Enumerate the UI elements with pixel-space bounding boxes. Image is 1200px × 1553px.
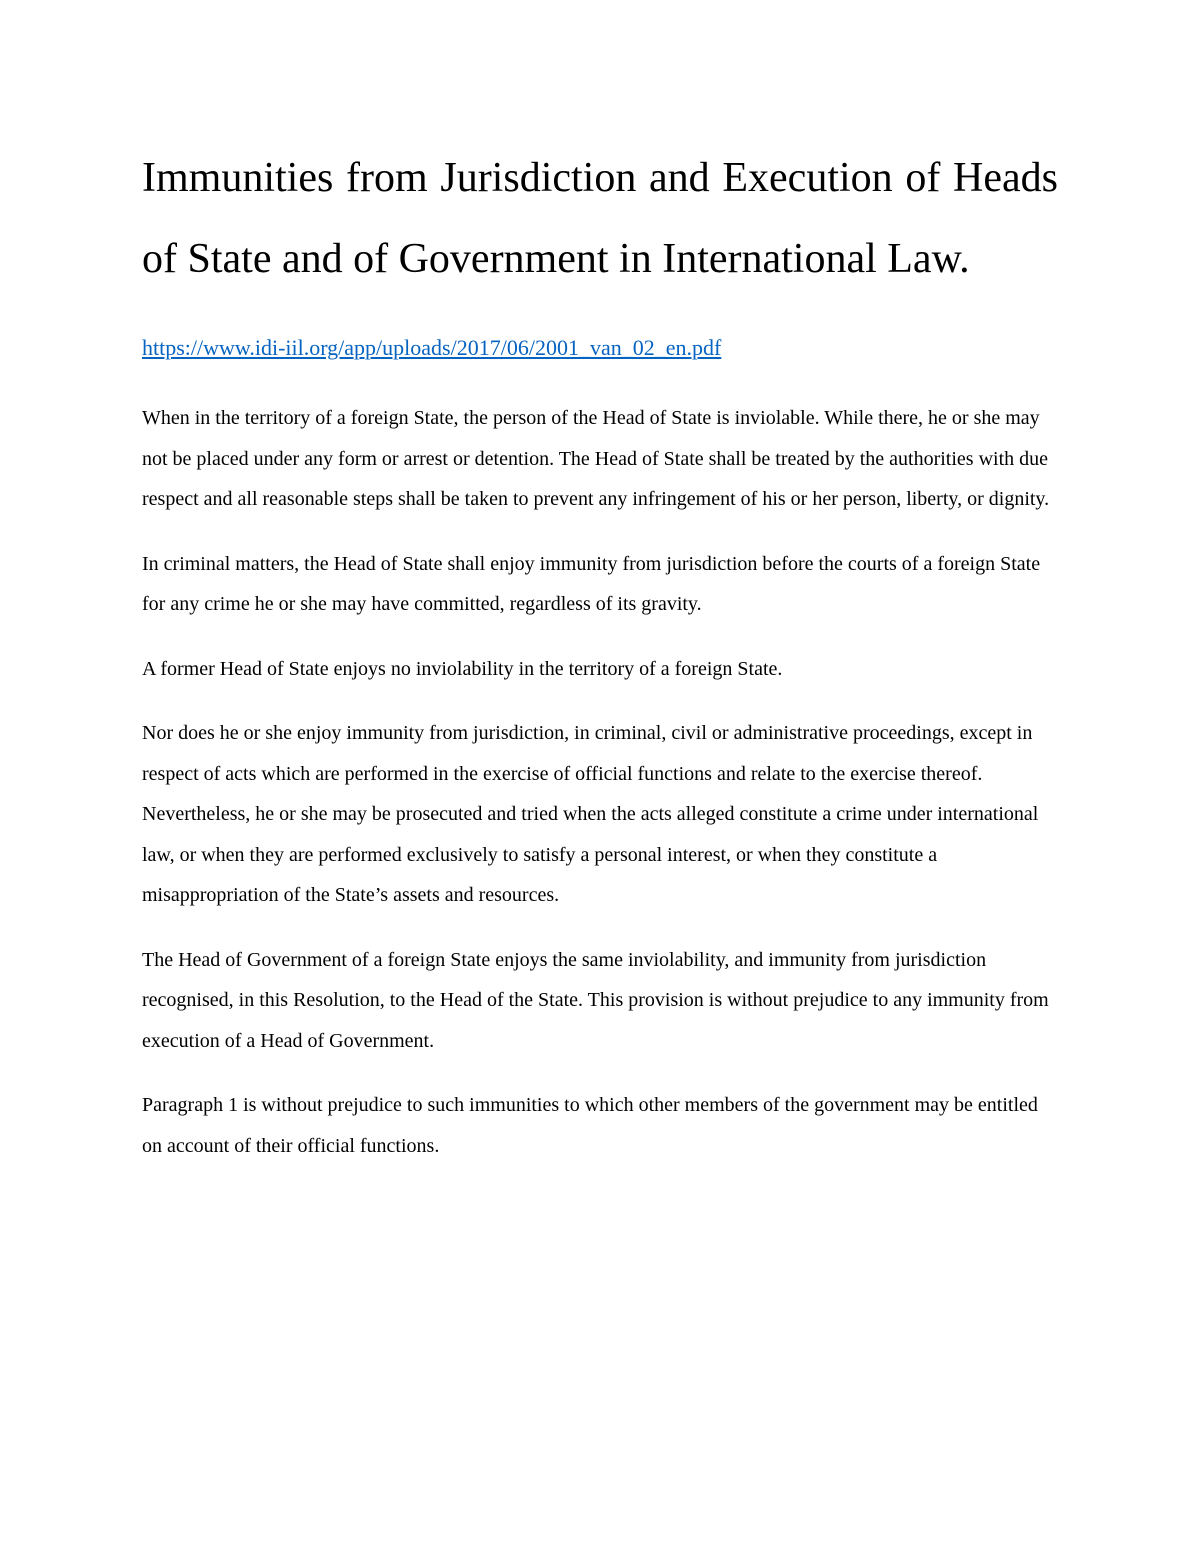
source-link[interactable]: https://www.idi-iil.org/app/uploads/2017/06/2001_van_02_en.pdf <box>142 335 722 360</box>
document-page <box>142 138 1058 1166</box>
paragraph-3: A former Head of State enjoys no inviolability in the territory of a foreign State. <box>142 657 783 680</box>
paragraph-6: Paragraph 1 is without prejudice to such immunities to which other members of the government may be entitled on account of their official functions. <box>142 1094 1038 1157</box>
paragraph-1: When in the territory of a foreign State, the person of the Head of State is inviolable. While there, he or she may not be placed under any form or arrest or detention. The Head of State shall be treated by the authorities with due respect and all reasonable steps shall be taken to prevent any infringement of his or her person, liberty, or dignity. <box>142 407 1050 510</box>
paragraph-4: Nor does he or she enjoy immunity from jurisdiction, in criminal, civil or administrative proceedings, except in respect of acts which are performed in the exercise of official functions and relate to the exercise thereof. Nevertheless, he or she may be prosecuted and tried when the acts alleged constitute a crime under international law, or when they are performed exclusively to satisfy a personal interest, or when they constitute a misappropriation of the State’s assets and resources. <box>142 722 1039 906</box>
document-title: Immunities from Jurisdiction and Execution of Heads of State and of Government in International Law. <box>142 155 1058 282</box>
paragraph-5: The Head of Government of a foreign State enjoys the same inviolability, and immunity from jurisdiction recognised, in this Resolution, to the Head of the State. This provision is without prejudice to any immunity from execution of a Head of Government. <box>142 948 1049 1052</box>
paragraph-2: In criminal matters, the Head of State shall enjoy immunity from jurisdiction before the courts of a foreign State for any crime he or she may have committed, regardless of its gravity. <box>142 552 1041 615</box>
